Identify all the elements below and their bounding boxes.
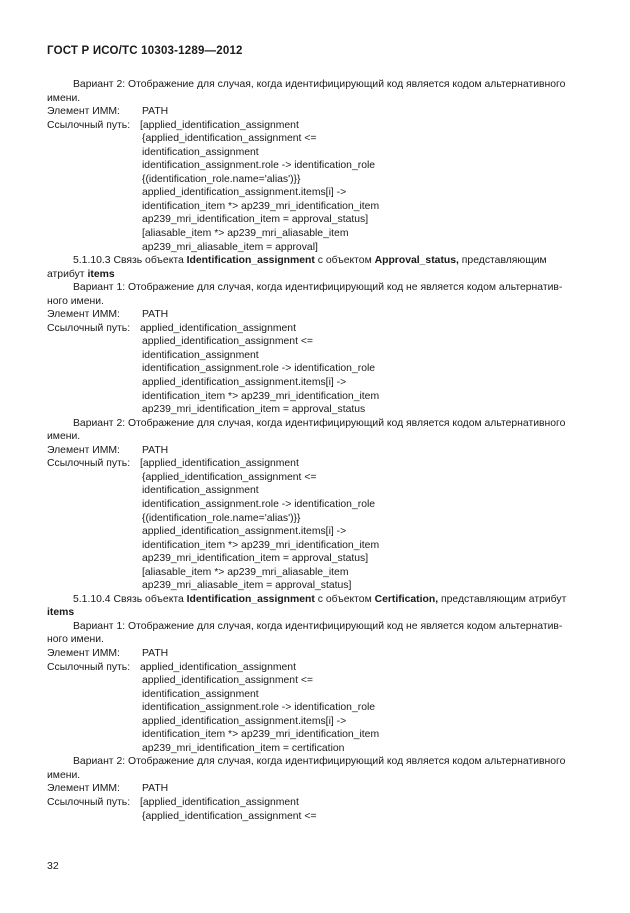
path-line: identification_item *> ap239_mri_identification_item xyxy=(142,200,380,212)
ref-path-label: Ссылочный путь: xyxy=(47,661,131,673)
variant-intro: Вариант 2: Отображение для случая, когда идентифицирующий код является кодом альтернативного xyxy=(73,417,566,429)
element-label: Элемент ИММ: xyxy=(47,106,120,118)
path-line: applied_identification_assignment xyxy=(140,322,296,334)
heading-attribute: items xyxy=(47,607,75,619)
variant-intro-cont: имени. xyxy=(47,431,81,443)
ref-path-row xyxy=(47,661,592,675)
element-value: PATH xyxy=(142,647,169,659)
path-line: applied_identification_assignment.items[i] -> xyxy=(142,715,347,727)
heading-text: представляющим атрибут xyxy=(438,593,567,605)
ref-path-label: Ссылочный путь: xyxy=(47,119,131,131)
path-line: applied_identification_assignment <= xyxy=(142,675,313,687)
element-row xyxy=(47,444,592,458)
element-label: Элемент ИММ: xyxy=(47,309,120,321)
element-row xyxy=(47,105,592,119)
heading-text: атрибут xyxy=(47,268,88,280)
variant-intro-cont: ного имени. xyxy=(47,295,104,307)
element-row xyxy=(47,308,592,322)
path-line: applied_identification_assignment.items[i] -> xyxy=(142,187,347,199)
page-number: 32 xyxy=(47,860,59,872)
path-line: {(identification_role.name='alias')}} xyxy=(142,512,301,524)
path-line: applied_identification_assignment.items[i] -> xyxy=(142,377,347,389)
path-line: [applied_identification_assignment xyxy=(140,458,299,470)
path-line: ap239_mri_identification_item = approval_status] xyxy=(142,214,369,226)
heading-text: 5.1.10.4 Связь объекта xyxy=(73,593,187,605)
path-line: identification_assignment.role -> identification_role xyxy=(142,160,376,172)
section-heading-5-1-10-4 xyxy=(47,593,592,607)
variant-intro-cont: ного имени. xyxy=(47,634,104,646)
element-value: PATH xyxy=(142,783,169,795)
path-line: {(identification_role.name='alias')}} xyxy=(142,173,301,185)
path-line: identification_item *> ap239_mri_identification_item xyxy=(142,729,380,741)
path-line: [applied_identification_assignment xyxy=(140,796,299,808)
ref-path-row xyxy=(47,796,592,810)
page-body xyxy=(47,78,592,823)
path-line: [applied_identification_assignment xyxy=(140,119,299,131)
path-line: ap239_mri_identification_item = approval_status xyxy=(142,404,366,416)
path-line: identification_item *> ap239_mri_identification_item xyxy=(142,539,380,551)
ref-path-label: Ссылочный путь: xyxy=(47,458,131,470)
heading-text: представляющим xyxy=(458,255,547,267)
element-value: PATH xyxy=(142,444,169,456)
element-label: Элемент ИММ: xyxy=(47,647,120,659)
variant-intro-cont: имени. xyxy=(47,92,81,104)
path-line: identification_assignment.role -> identification_role xyxy=(142,702,376,714)
path-line: ap239_mri_aliasable_item = approval_status] xyxy=(142,580,352,592)
element-value: PATH xyxy=(142,309,169,321)
path-line: applied_identification_assignment.items[i] -> xyxy=(142,526,347,538)
path-line: identification_assignment.role -> identification_role xyxy=(142,498,376,510)
path-line: ap239_mri_aliasable_item = approval] xyxy=(142,241,318,253)
heading-attribute: items xyxy=(87,268,115,280)
path-line: identification_assignment xyxy=(142,485,259,497)
variant-intro: Вариант 2: Отображение для случая, когда идентифицирующий код является кодом альтернативного xyxy=(73,79,566,90)
path-line: {applied_identification_assignment <= xyxy=(142,133,317,145)
section-heading-cont xyxy=(47,268,592,282)
path-line: {applied_identification_assignment <= xyxy=(142,471,317,483)
section-heading-cont xyxy=(47,606,592,620)
variant-intro: Вариант 1: Отображение для случая, когда идентифицирующий код не является кодом альтернатив- xyxy=(73,620,563,632)
heading-text: с объектом xyxy=(314,255,375,267)
path-line: ap239_mri_identification_item = approval_status] xyxy=(142,553,369,565)
path-line: [aliasable_item *> ap239_mri_aliasable_item xyxy=(142,228,349,240)
path-line: identification_assignment xyxy=(142,688,259,700)
element-row xyxy=(47,647,592,661)
section-heading-5-1-10-3 xyxy=(47,254,592,268)
element-label: Элемент ИММ: xyxy=(47,444,120,456)
ref-path-label: Ссылочный путь: xyxy=(47,322,131,334)
page-header: ГОСТ Р ИСО/ТС 10303-1289—2012 xyxy=(47,45,243,57)
path-line: applied_identification_assignment xyxy=(140,661,296,673)
path-line: identification_assignment.role -> identification_role xyxy=(142,363,376,375)
heading-entity: Certification, xyxy=(374,593,439,605)
heading-text: с объектом xyxy=(314,593,375,605)
element-row xyxy=(47,782,592,796)
path-line: identification_assignment xyxy=(142,146,259,158)
ref-path-row xyxy=(47,119,592,133)
heading-entity: Identification_assignment xyxy=(186,255,315,267)
element-label: Элемент ИММ: xyxy=(47,783,120,795)
heading-entity: Identification_assignment xyxy=(186,593,315,605)
variant-intro-cont: имени. xyxy=(47,769,81,781)
ref-path-row xyxy=(47,457,592,471)
path-line: applied_identification_assignment <= xyxy=(142,336,313,348)
heading-entity: Approval_status, xyxy=(374,255,459,267)
path-line: {applied_identification_assignment <= xyxy=(142,810,317,822)
variant-intro: Вариант 2: Отображение для случая, когда идентифицирующий код является кодом альтернативного xyxy=(73,756,566,768)
ref-path-label: Ссылочный путь: xyxy=(47,796,131,808)
variant-intro: Вариант 1: Отображение для случая, когда идентифицирующий код не является кодом альтернатив- xyxy=(73,282,563,294)
path-line: identification_item *> ap239_mri_identification_item xyxy=(142,390,380,402)
ref-path-row xyxy=(47,322,592,336)
path-line: [aliasable_item *> ap239_mri_aliasable_item xyxy=(142,566,349,578)
path-line: identification_assignment xyxy=(142,349,259,361)
heading-text: 5.1.10.3 Связь объекта xyxy=(73,255,187,267)
path-line: ap239_mri_identification_item = certification xyxy=(142,742,345,754)
element-value: PATH xyxy=(142,106,169,118)
